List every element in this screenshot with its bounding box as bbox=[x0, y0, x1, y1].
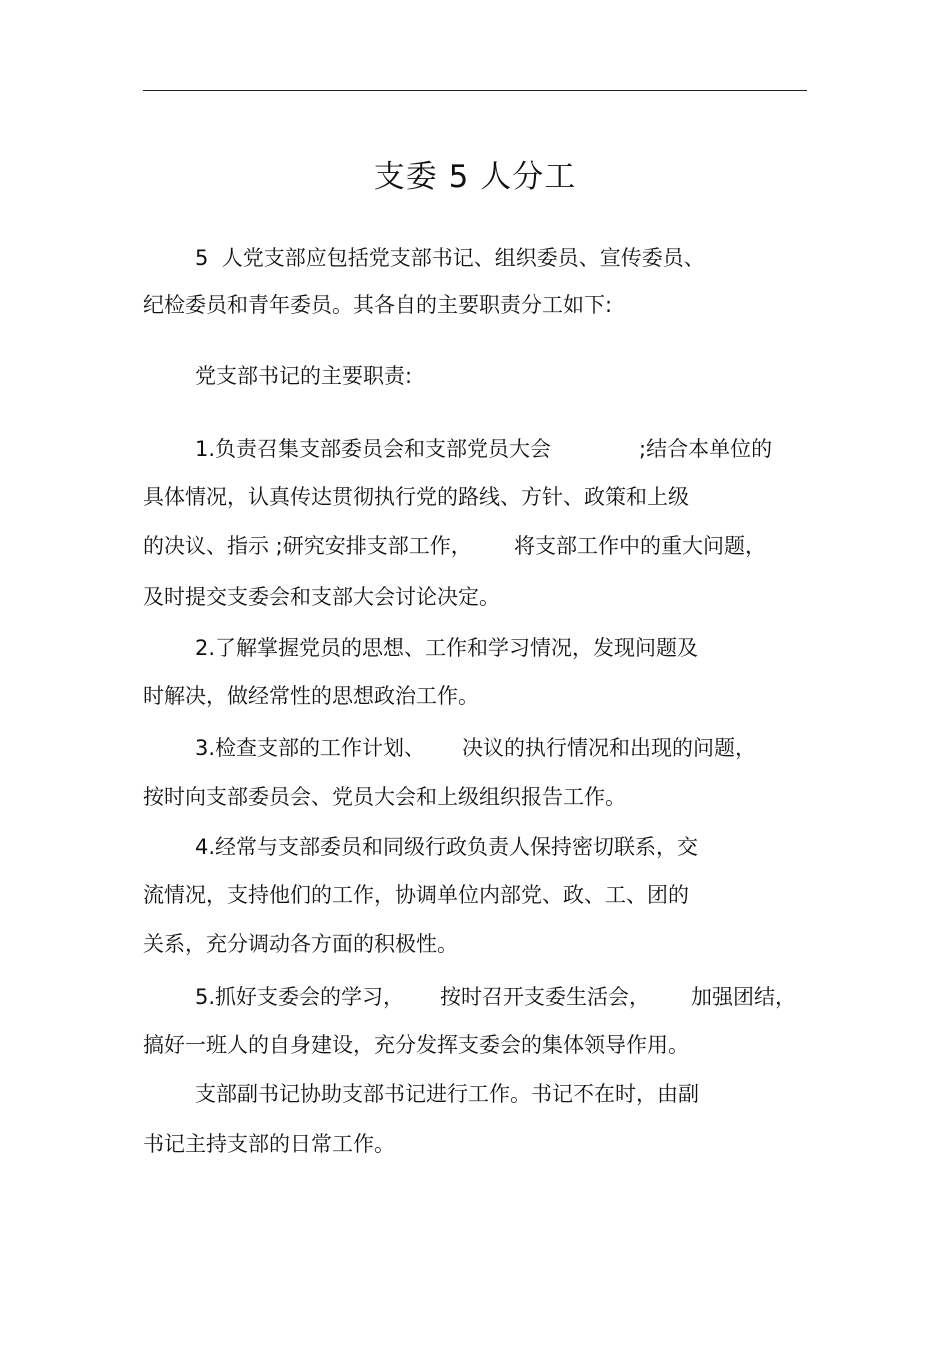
text-line: 搞好一班人的自身建设，充分发挥支委会的集体领导作用。 bbox=[143, 1033, 689, 1057]
text-line: 的决议、指示 ;研究安排支部工作， bbox=[143, 534, 472, 558]
text-line: 2.了解掌握党员的思想、工作和学习情况，发现问题及 bbox=[195, 636, 699, 660]
text-line: 支部副书记协助支部书记进行工作。书记不在时，由副 bbox=[195, 1082, 699, 1106]
text-line: 5 人党支部应包括党支部书记、组织委员、宣传委员、 bbox=[195, 246, 705, 270]
text-line: 3.检查支部的工作计划、 bbox=[195, 736, 426, 760]
text-line: 流情况，支持他们的工作，协调单位内部党、政、工、团的 bbox=[143, 883, 689, 907]
text-line: 按时召开支委生活会， bbox=[440, 985, 650, 1009]
text-line: 加强团结， bbox=[691, 985, 796, 1009]
text-line: 及时提交支委会和支部大会讨论决定。 bbox=[143, 585, 500, 609]
text-line: 书记主持支部的日常工作。 bbox=[143, 1132, 395, 1156]
text-line: 按时向支部委员会、党员大会和上级组织报告工作。 bbox=[143, 785, 626, 809]
section-heading: 党支部书记的主要职责: bbox=[195, 364, 413, 388]
text-line: 纪检委员和青年委员。其各自的主要职责分工如下: bbox=[143, 293, 613, 317]
text-line: 具体情况，认真传达贯彻执行党的路线、方针、政策和上级 bbox=[143, 485, 689, 509]
text-line: 5.抓好支委会的学习， bbox=[195, 985, 405, 1009]
text-line: 时解决，做经常性的思想政治工作。 bbox=[143, 684, 479, 708]
header-rule bbox=[143, 90, 807, 91]
text-line: 关系，充分调动各方面的积极性。 bbox=[143, 932, 458, 956]
text-line: 4.经常与支部委员和同级行政负责人保持密切联系，交 bbox=[195, 835, 699, 859]
text-line: 1.负责召集支部委员会和支部党员大会 bbox=[195, 437, 552, 461]
text-line: 决议的执行情况和出现的问题， bbox=[462, 736, 756, 760]
text-line: ;结合本单位的 bbox=[639, 437, 773, 461]
document-title: 支委 5 人分工 bbox=[373, 159, 577, 195]
text-line: 将支部工作中的重大问题， bbox=[514, 534, 766, 558]
